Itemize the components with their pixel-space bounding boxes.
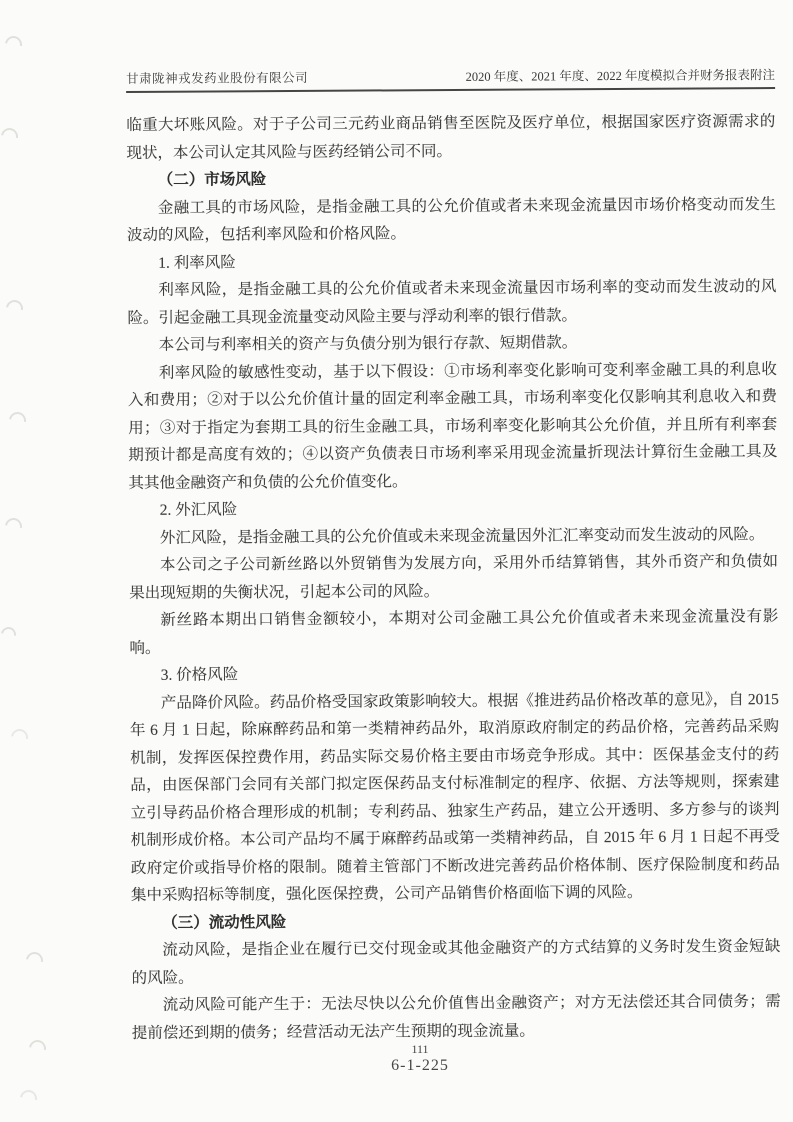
document-number: 6-1-225 bbox=[391, 1057, 449, 1074]
para-price-risk: 产品降价风险。药品价格受国家政策影响较大。根据《推进药品价格改革的意见》，自 2015 年 6 月 1 日起，除麻醉药品和第一类精神药品外，取消原政府制定的药品价格，完善药品采购机制，发挥医保控费作用，药品实际交易价格主要由市场竞争形成。其中：医保基金支付的药品，由医保部门会同有关部门拟定医保药品支付标准制定的程序、依据、方法等规则，探索建立引导药品价格合理形成的机制；专利药品、独家生产药品，建立公开透明、多方参与的谈判机制形成价格。本公司产品均不属于麻醉药品或第一类精神药品，自 2015 年 6 月 1 日起不再受政府定价或指导价格的限制。随着主管部门不断改进完善药品价格体制、医疗保险制度和药品集中采购招标等制度，强化医保控费，公司产品销售价格面临下调的风险。 bbox=[129, 690, 780, 904]
company-name: 甘肃陇神戎发药业股份有限公司 bbox=[126, 70, 309, 86]
heading-liquidity-risk: （三）流动性风险 bbox=[162, 913, 287, 932]
subheading-interest-rate-risk: 1. 利率风险 bbox=[158, 253, 236, 272]
para-market-risk-definition: 金融工具的市场风险，是指金融工具的公允价值或者未来现金流量因市场价格变动而发生波动的风险，包括利率风险和价格风险。 bbox=[126, 195, 776, 244]
continuation-paragraph: 临重大坏账风险。对于子公司三元药业商品销售至医院及医疗单位，根据国家医疗资源需求的现状，本公司认定其风险与医药经销公司不同。 bbox=[126, 113, 776, 162]
heading-market-risk: （二）市场风险 bbox=[157, 171, 267, 189]
subheading-fx-risk: 2. 外汇风险 bbox=[159, 501, 238, 519]
para-interest-rate-assets: 本公司与利率相关的资产与负债分别为银行存款、短期借款。 bbox=[158, 334, 578, 354]
para-interest-rate-definition: 利率风险，是指金融工具的公允价值或者未来现金流量因市场利率的变动而发生波动的风险。引起金融工具现金流量变动风险主要与浮动利率的银行借款。 bbox=[127, 278, 777, 327]
document-body bbox=[126, 108, 781, 1047]
page-header bbox=[126, 68, 775, 93]
scan-artifact bbox=[0, 125, 21, 149]
report-title: 2020 年度、2021 年度、2022 年度模拟合并财务报表附注 bbox=[465, 68, 776, 84]
para-fx-subsidiary: 本公司之子公司新丝路以外贸销售为发展方向，采用外币结算销售，其外币资产和负债如果出现短期的失衡状况，引起本公司的风险。 bbox=[129, 553, 779, 602]
page-footer bbox=[40, 1042, 793, 1075]
page-number: 111 bbox=[411, 1042, 429, 1056]
scan-artifact bbox=[0, 624, 19, 645]
scan-artifact bbox=[8, 726, 32, 750]
scan-artifact bbox=[2, 515, 26, 539]
scan-artifact bbox=[3, 297, 27, 321]
scan-artifact bbox=[6, 409, 30, 433]
para-fx-definition: 外汇风险，是指金融工具的公允价值或未来现金流量因外汇汇率变动而发生波动的风险。 bbox=[159, 525, 765, 547]
para-liquidity-sources: 流动风险可能产生于：无法尽快以公允价值售出金融资产；对方无法偿还其合同债务；需提前偿还到期的债务；经营活动无法产生预期的现金流量。 bbox=[131, 993, 781, 1042]
scan-artifact bbox=[23, 949, 47, 973]
para-liquidity-definition: 流动风险，是指企业在履行已交付现金或其他金融资产的方式结算的义务时发生资金短缺的风险。 bbox=[131, 938, 781, 987]
scan-content bbox=[126, 68, 781, 1047]
para-interest-rate-sensitivity: 利率风险的敏感性变动，基于以下假设：①市场利率变化影响可变利率金融工具的利息收入和费用；②对于以公允价值计量的固定利率金融工具，市场利率变化仅影响其利息收入和费用；③对于指定为套期工具的衍生金融工具，市场利率变化影响其公允价值，并且所有利率套期预计都是高度有效的；④以资产负债表日市场利率采用现金流量折现法计算衍生金融工具及其其他金融资产和负债的公允价值变化。 bbox=[127, 360, 778, 492]
subheading-price-risk: 3. 价格风险 bbox=[160, 666, 239, 684]
scan-artifact bbox=[17, 1087, 41, 1111]
para-fx-impact: 新丝路本期出口销售金额较小，本期对公司金融工具公允价值或者未来现金流量没有影响。 bbox=[129, 608, 779, 657]
scan-artifact bbox=[2, 33, 26, 57]
